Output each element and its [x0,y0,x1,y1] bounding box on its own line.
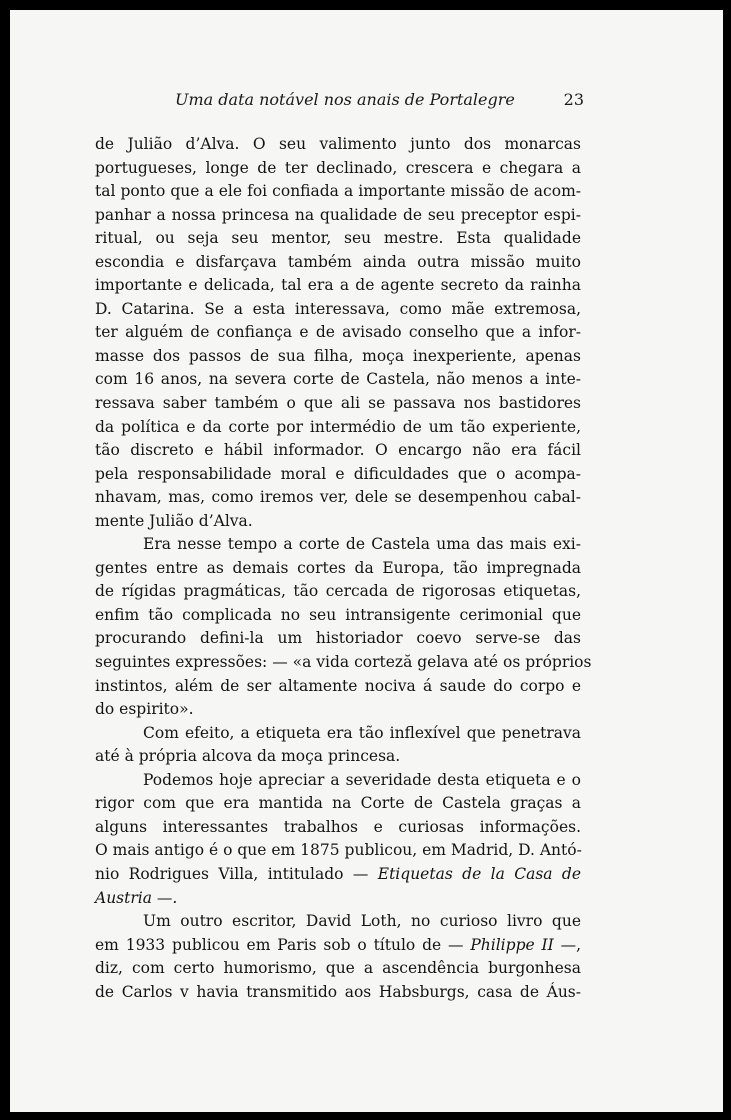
text-line: rigor com que era mantida na Corte de Castela graças a [95,794,581,813]
text-line: diz, com certo humorismo, que a ascendência burgonhesa [95,959,581,978]
page-number: 23 [563,90,584,109]
text-segment: —, [553,935,582,954]
text-line: D. Catarina. Se a esta interessava, como mãe extremosa, [95,299,581,318]
book-page [10,10,723,1112]
text-segment: em 1933 publicou em Paris sob o título de — [95,935,471,954]
text-line: tal ponto que a ele foi confiada a importante missão de acom- [95,182,581,201]
text-line: de Carlos v havia transmitido aos Habsburgs, casa de Áus- [95,982,581,1001]
text-line: seguintes expressões: — «a vida corteză gelava até os próprios [95,653,592,672]
text-line: até à própria alcova da moça princesa. [95,747,401,766]
italic-title: Philippe II [470,935,554,954]
text-line: do espirito». [95,700,194,719]
text-line: de rígidas pragmáticas, tão cercada de rigorosas etiquetas, [95,582,581,601]
text-line: ressava saber também o que ali se passava nos bastidores [95,394,581,413]
text-line: ter alguém de confiança e de avisado conselho que a infor- [95,323,581,342]
text-line: portugueses, longe de ter declinado, crescera e chegara a [95,158,581,177]
text-line: panhar a nossa princesa na qualidade de seu preceptor espi- [95,205,581,224]
text-line: Com efeito, a etiqueta era tão inflexível que penetrava [143,723,581,742]
page-header [105,90,584,110]
text-line: ritual, ou seja seu mentor, seu mestre. Esta qualidade [95,229,581,248]
text-line: importante e delicada, tal era a de agente secreto da rainha [95,276,581,295]
text-line [95,863,581,887]
text-line: O mais antigo é o que em 1875 publicou, em Madrid, D. Antó- [95,841,582,860]
text-line: instintos, além de ser altamente nociva á saude do corpo e [95,676,581,695]
text-line: com 16 anos, na severa corte de Castela, não menos a inte- [95,370,581,389]
text-line: de Julião d’Alva. O seu valimento junto dos monarcas [95,135,581,153]
text-line: mente Julião d’Alva. [95,511,253,530]
text-line: escondia e disfarçava também ainda outra missão muito [95,252,581,271]
text-line: enfim tão complicada no seu intransigente cerimonial que [95,605,581,624]
text-line: procurando defini-la um historiador coevo serve-se das [95,629,581,648]
text-line: gentes entre as demais cortes da Europa, tão impregnada [95,558,581,577]
text-line: da política e da corte por intermédio de um tão experiente, [95,417,581,436]
running-title: Uma data notável nos anais de Portalegre [175,90,515,109]
text-line: Austria —. [95,888,178,907]
text-line: alguns interessantes trabalhos e curiosas informações. [95,817,581,836]
italic-title: Etiquetas de la Casa de [377,864,581,883]
text-line: tão discreto e hábil informador. O encargo não era fácil [95,441,581,460]
text-line: masse dos passos de sua filha, moça inexperiente, apenas [95,346,581,365]
text-line: pela responsabilidade moral e dificuldades que o acompa- [95,464,581,483]
text-line [95,934,581,958]
text-line: Um outro escritor, David Loth, no curioso livro que [143,912,581,931]
body-text [95,133,592,1004]
text-line: Era nesse tempo a corte de Castela uma das mais exi- [143,535,581,554]
text-line: nhavam, mas, como iremos ver, dele se desempenhou cabal- [95,488,581,507]
text-segment: nio Rodrigues Villa, intitulado — [95,864,378,883]
text-line: Podemos hoje apreciar a severidade desta etiqueta e o [143,770,581,789]
